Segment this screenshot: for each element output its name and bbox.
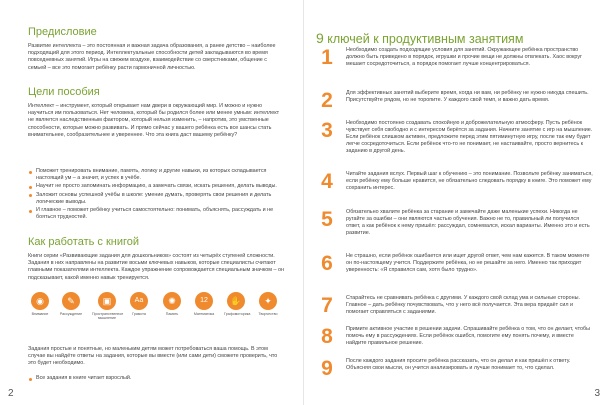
skill-spatial [92, 292, 122, 320]
foreword-title: Предисловие [28, 26, 97, 38]
skill-math [192, 292, 216, 316]
key-item [314, 120, 604, 160]
key-item [314, 171, 604, 211]
key-number: 3 [321, 119, 333, 142]
key-number: 1 [321, 46, 333, 69]
skill-reasoning [59, 292, 83, 316]
how-text: Книги серии «Развивающие задания для дошкольников» состоят из четырёх ступеней сложности. Задания в них направлены на развитие восьми ключевых навыков, которые специалисты считают главными показателями интеллекта. Каждое упражнение сопровождается специальным значком – он подсказывает, какой именно навык тренируется. [28, 253, 284, 281]
final-bullets [28, 375, 286, 383]
key-number: 4 [321, 170, 333, 193]
final-text: Задания простые и понятные, но маленьким детям может потребоваться ваша помощь. В этом случае вы найдёте ответы на задания, которые вы вместе (или сами дети) сможете проверить, что это будет необходимо. [28, 346, 278, 367]
skill-label: Пространственное мышление [92, 312, 124, 320]
skill-label: Математика [193, 312, 215, 316]
key-text: Необходимо создать подходящие условия для занятий. Окружающее ребёнка пространство должно быть приведено в порядок, игрушки и прочие вещи не должны отвлекать. Хаос вокруг мешает сосредоточиться, а порядок помогает лучше концентрироваться. [346, 47, 583, 68]
how-title: Как работать с книгой [28, 236, 140, 248]
key-text: Старайтесь не сравнивать ребёнка с другими. У каждого свой склад ума и сильные стороны. Главное – дать ребёнку почувствовать, что у него всё получается. Эта вера придаёт сил и помогает справляться с заданиями. [346, 295, 581, 316]
key-number: 9 [321, 357, 333, 380]
eye-icon: ◉ [31, 292, 49, 310]
skill-label: Внимание [31, 312, 49, 316]
key-item [314, 358, 604, 398]
brain-icon: ✺ [163, 292, 181, 310]
key-text: Читайте задания вслух. Первый шаг к обучению – это понимание. Позвольте ребёнку заниматься, если ребёнку ему больше нравится, не обязательно следовать порядку в книге. Это поможет ему сохранить интерес. [346, 171, 593, 192]
keys-title [316, 30, 523, 46]
skill-label: Грамота [132, 312, 146, 316]
skill-icons-row [28, 292, 288, 336]
skill-attention [28, 292, 52, 316]
goal-bullets [28, 168, 286, 222]
key-number: 6 [321, 252, 333, 275]
foreword-text: Развитие интеллекта – это постоянная и важная задача образования, а ранее детство – наиболее подходящий для этого период. Интеллектуальные способности детей закладываются во время повседневных занятий. Игры на свежем воздухе, взаимодействие со сверстниками, общение с семьей – все это помогает ребёнку расти гармоничной личностью. [28, 43, 276, 71]
key-text: Для эффективных занятий выберите время, когда ни вам, ни ребёнку не нужно никуда спешить. Присутствуйте рядом, но не торопите. У каждого свой темп, и важно дать время. [346, 90, 589, 104]
page-number: 3 [594, 388, 600, 399]
cube-icon: ▣ [98, 292, 116, 310]
key-text: Не страшно, если ребёнок ошибается или ищет другой ответ, чем нам кажется. В таком моменте он по-настоящему учится. Поддержите ребёнка, но не решайте за него. Именно так приходит уверенность: «Я справился сам, хотя было трудно». [346, 253, 590, 274]
key-number: 7 [321, 294, 333, 317]
skill-creativity [256, 292, 280, 316]
numbers-icon: 12 [195, 292, 213, 310]
skill-graphomotor [224, 292, 251, 316]
hand-icon: ✋ [227, 292, 245, 310]
bulb-icon: ✦ [259, 292, 277, 310]
key-number: 2 [321, 89, 333, 112]
skill-memory [160, 292, 184, 316]
list-item: Заложит основы успешной учёбы в школе: умение думать, проверять свои решения и делать логические выводы. [28, 192, 286, 206]
key-item [314, 209, 604, 249]
skill-label: Творчество [258, 312, 278, 316]
letters-icon: Аа [130, 292, 148, 310]
key-number: 5 [321, 208, 333, 231]
skill-label: Память [165, 312, 179, 316]
list-item: И главное – поможет ребёнку учиться самостоятельно: понимать, объяснять, рассуждать и не бояться трудностей. [28, 207, 286, 221]
skill-label: Рассуждение [59, 312, 83, 316]
key-text: Обязательно хвалите ребёнка за старание и замечайте даже маленькие успехи. Никогда не ругайте за ошибки – они являются частью обучения. Важно не то, правильный ли получился ответ, а как ребёнок к нему пришёл: рассуждал, сомневался, искал варианты. Именно это и есть развитие. [346, 209, 590, 237]
list-item: Все задания в книге читает взрослый. [28, 375, 286, 382]
keys-title-text: ключей к продуктивным занятиям [327, 32, 524, 46]
skill-label: Графомоторика [224, 312, 251, 316]
right-page [304, 0, 608, 405]
goal-text: Интеллект – инструмент, который открывает нам двери в окружающий мир. И можно и нужно научиться им пользоваться. Нет человека, который бы родился более или менее умным: интеллект не является наследственным фактором, который нельзя изменить, – напротив, это умственные способности, которые можно развивать. И прямо сейчас у вашего ребёнка есть все шансы стать внимательнее, сообразительнее и увереннее. Что эта книга даст вашему ребёнку? [28, 103, 280, 138]
goal-title: Цели пособия [28, 86, 100, 98]
page-number: 2 [8, 388, 14, 399]
key-number: 8 [321, 325, 333, 348]
key-text: После каждого задания просите ребёнка рассказать, что он делал и как пришёл к ответу. Объясняя свои мысли, он учится анализировать и лучше понимает то, что сделал. [346, 358, 571, 372]
key-item [314, 47, 604, 87]
key-text: Примите активное участие в решении задачи. Спрашивайте ребёнка о том, что он делает, чтобы помочь ему в рассуждениях. Если ребёнок ошибся, помогите ему понять почему, и вместе найдите правильное решение. [346, 326, 590, 347]
skill-literacy [127, 292, 151, 316]
key-text: Необходимо постоянно создавать спокойную и доброжелательную атмосферу. Пусть ребёнок чувствует себя свободно и с интересом берётся за задания. Начните занятие с игр на мышление. Если ребёнок слишком активен, предложите перед этим пятиминутную игру, после так ему будет легче сосредоточиться. Если ребёнок что-то не понимает, не настаивайте, просто вернитесь к заданию в другой день. [346, 120, 593, 155]
key-item [314, 253, 604, 293]
pencil-icon: ✎ [62, 292, 80, 310]
list-item: Поможет тренировать внимание, память, логику и другие навыки, из которых складывается настоящий ум – а значит, и успех в учёбе. [28, 168, 286, 182]
keys-title-number: 9 [316, 30, 324, 46]
list-item: Научит не просто запоминать информацию, а замечать связи, искать решения, делать выводы. [28, 183, 286, 190]
